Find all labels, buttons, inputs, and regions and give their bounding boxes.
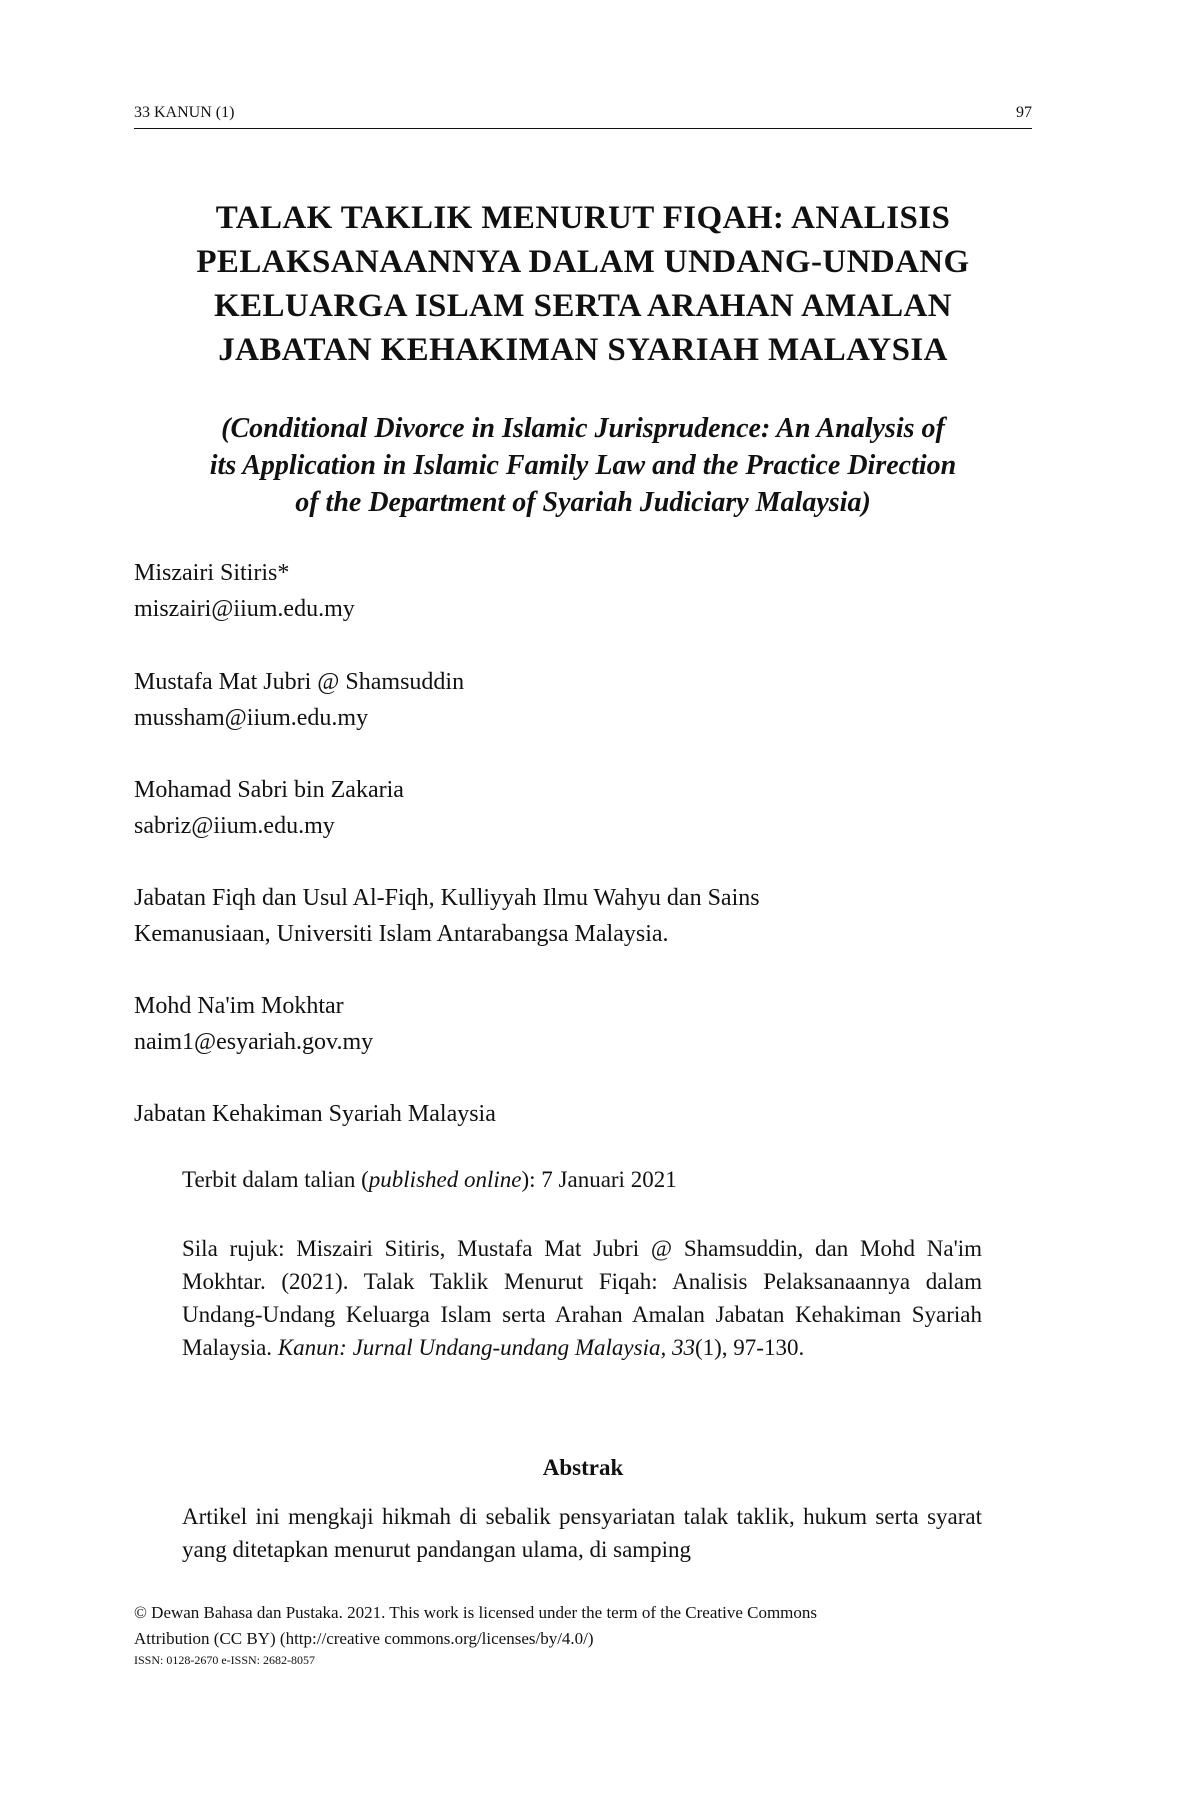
- title-line: KELUARGA ISLAM SERTA ARAHAN AMALAN: [214, 288, 952, 324]
- affiliation-line: Jabatan Fiqh dan Usul Al-Fiqh, Kulliyyah Ilmu Wahyu dan Sains: [134, 885, 760, 911]
- author-block-3: [134, 772, 1034, 844]
- subtitle-line: (Conditional Divorce in Islamic Jurisprudence: An Analysis of: [221, 413, 945, 444]
- author-block-2: [134, 664, 1034, 736]
- author-email[interactable]: sabriz@iium.edu.my: [134, 813, 335, 839]
- issn: ISSN: 0128-2670 e-ISSN: 2682-8057: [134, 1653, 316, 1667]
- title-line: TALAK TAKLIK MENURUT FIQAH: ANALISIS: [215, 200, 951, 236]
- affiliation-1: [134, 880, 1034, 952]
- license-line: © Dewan Bahasa dan Pustaka. 2021. This work is licensed under the term of the Creative Commons: [134, 1603, 818, 1622]
- author-email[interactable]: naim1@esyariah.gov.my: [134, 1029, 374, 1055]
- citation: [182, 1232, 982, 1364]
- author-name: Miszairi Sitiris*: [134, 560, 290, 586]
- affiliation-line: Jabatan Kehakiman Syariah Malaysia: [134, 1101, 496, 1127]
- title-line: PELAKSANAANNYA DALAM UNDANG-UNDANG: [196, 244, 970, 280]
- running-head-journal: 33 KANUN (1): [134, 104, 235, 121]
- citation-journal: Kanun: Jurnal Undang-undang Malaysia, 33: [277, 1335, 695, 1360]
- abstract-text: Artikel ini mengkaji hikmah di sebalik pensyariatan talak taklik, hukum serta syarat yang ditetapkan menurut pandangan ulama, di samping: [182, 1504, 982, 1562]
- published-prefix: Terbit dalam talian (: [182, 1167, 369, 1192]
- subtitle-line: its Application in Islamic Family Law and the Practice Direction: [209, 450, 957, 481]
- author-block-1: [134, 555, 1034, 627]
- author-block-4: [134, 988, 1034, 1060]
- subtitle-line: of the Department of Syariah Judiciary Malaysia): [295, 487, 871, 518]
- affiliation-2: [134, 1096, 1034, 1132]
- title-line: JABATAN KEHAKIMAN SYARIAH MALAYSIA: [218, 332, 948, 368]
- page-number: 97: [1016, 104, 1032, 121]
- running-head: [134, 104, 1032, 129]
- author-email[interactable]: mussham@iium.edu.my: [134, 705, 369, 731]
- article-subtitle: [120, 410, 1046, 521]
- citation-tail: (1), 97-130.: [694, 1335, 805, 1360]
- article-title: [120, 196, 1046, 372]
- author-name: Mustafa Mat Jubri @ Shamsuddin: [134, 669, 465, 695]
- license-line[interactable]: Attribution (CC BY) (http://creative commons.org/licenses/by/4.0/): [134, 1629, 594, 1648]
- affiliation-line: Kemanusiaan, Universiti Islam Antarabangsa Malaysia.: [134, 921, 669, 947]
- author-name: Mohamad Sabri bin Zakaria: [134, 777, 404, 803]
- author-name: Mohd Na'im Mokhtar: [134, 993, 344, 1019]
- license-footer: [134, 1600, 1034, 1668]
- citation-text: Sila rujuk: Miszairi Sitiris, Mustafa Mat Jubri @ Shamsuddin, dan Mohd Na'im Mokhtar. (2021). Talak Taklik Menurut Fiqah: Analisis Pelaksanaannya dalam Undang-Undang Keluarga Islam serta Arahan Amalan Jabatan Kehakiman Syariah Malaysia.: [182, 1236, 982, 1360]
- author-email[interactable]: miszairi@iium.edu.my: [134, 596, 355, 622]
- abstract-heading: Abstrak: [542, 1455, 624, 1480]
- published-date: ): 7 Januari 2021: [521, 1167, 677, 1192]
- published-online: [182, 1163, 982, 1196]
- published-italic: published online: [368, 1167, 522, 1192]
